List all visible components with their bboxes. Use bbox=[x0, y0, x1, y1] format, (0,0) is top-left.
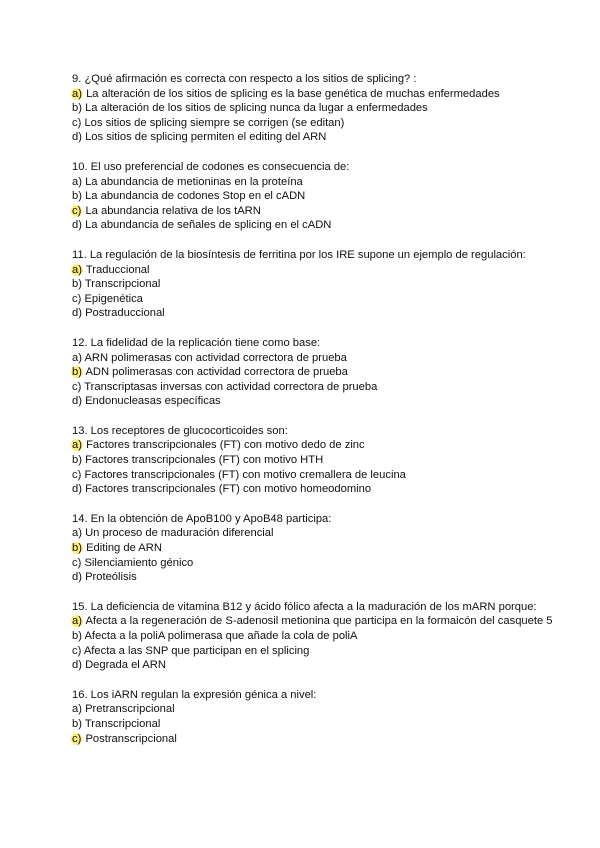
document-page bbox=[72, 72, 562, 761]
option-text: Transcripcional bbox=[84, 278, 161, 291]
option-text: Traduccional bbox=[85, 263, 150, 276]
option-letter: d) bbox=[72, 571, 82, 584]
option-text: Endonucleasas específicas bbox=[85, 395, 221, 408]
option-letter: d) bbox=[72, 659, 82, 672]
question-10 bbox=[72, 160, 562, 233]
option-d bbox=[72, 130, 562, 145]
option-letter: c) bbox=[72, 556, 82, 569]
option-text: Postranscripcional bbox=[85, 732, 177, 745]
option-letter: a) bbox=[72, 527, 82, 540]
option-text: Los sitios de splicing permiten el editing del ARN bbox=[85, 131, 327, 144]
option-b bbox=[72, 277, 562, 292]
option-text: ARN polimerasas con actividad correctora de prueba bbox=[84, 351, 347, 364]
question-14 bbox=[72, 512, 562, 585]
option-a-highlighted bbox=[72, 438, 562, 453]
option-text: Factores transcripcionales (FT) con motivo homeodomino bbox=[85, 483, 372, 496]
question-stem: 9. ¿Qué afirmación es correcta con respecto a los sitios de splicing? : bbox=[72, 73, 417, 85]
option-letter: c) bbox=[72, 380, 82, 393]
option-text: La alteración de los sitios de splicing nunca da lugar a enfermedades bbox=[85, 102, 428, 115]
option-text: Editing de ARN bbox=[86, 542, 162, 555]
option-a bbox=[72, 526, 562, 541]
option-text: Proteólisis bbox=[85, 571, 137, 584]
option-b bbox=[72, 101, 562, 116]
option-text: Los sitios de splicing siempre se corrigen (se editan) bbox=[84, 116, 345, 129]
question-stem: 10. El uso preferencial de codones es consecuencia de: bbox=[72, 160, 350, 173]
option-a bbox=[72, 351, 562, 366]
option-text: La alteración de los sitios de splicing es la base genética de muchas enfermedades bbox=[86, 87, 500, 100]
option-letter: b) bbox=[72, 366, 82, 379]
option-a bbox=[72, 175, 562, 190]
option-a bbox=[72, 702, 562, 717]
option-text: Epigenética bbox=[84, 292, 143, 305]
option-d bbox=[72, 570, 562, 585]
option-text: Un proceso de maduración diferencial bbox=[85, 527, 274, 540]
question-stem: 14. En la obtención de ApoB100 y ApoB48 participa: bbox=[72, 512, 332, 525]
option-c bbox=[72, 468, 562, 483]
option-d bbox=[72, 482, 562, 497]
option-c bbox=[72, 116, 562, 131]
option-text: La abundancia relativa de los tARN bbox=[85, 204, 261, 217]
option-d bbox=[72, 394, 562, 409]
option-c bbox=[72, 292, 562, 307]
option-letter: a) bbox=[72, 615, 82, 628]
option-text: Factores transcripcionales (FT) con motivo cremallera de leucina bbox=[84, 468, 406, 481]
option-b bbox=[72, 629, 562, 644]
option-letter: b) bbox=[72, 454, 82, 467]
option-text: Degrada el ARN bbox=[85, 659, 166, 672]
option-letter: d) bbox=[72, 395, 82, 408]
option-c bbox=[72, 380, 562, 395]
option-text: Transcriptasas inversas con actividad correctora de prueba bbox=[84, 380, 378, 393]
option-b bbox=[72, 453, 562, 468]
option-letter: b) bbox=[72, 190, 82, 203]
option-letter: a) bbox=[72, 263, 82, 276]
option-d bbox=[72, 306, 562, 321]
option-letter: a) bbox=[72, 703, 82, 716]
option-c bbox=[72, 644, 562, 659]
option-letter: c) bbox=[72, 116, 82, 129]
option-letter: b) bbox=[72, 717, 82, 730]
option-letter: d) bbox=[72, 131, 82, 144]
option-b-highlighted bbox=[72, 541, 562, 556]
question-11 bbox=[72, 248, 562, 321]
option-letter: a) bbox=[72, 439, 82, 452]
option-c bbox=[72, 556, 562, 571]
option-letter: b) bbox=[72, 278, 82, 291]
question-stem: 11. La regulación de la biosíntesis de ferritina por los IRE supone un ejemplo de regulación: bbox=[72, 248, 526, 261]
option-letter: c) bbox=[72, 644, 82, 657]
option-letter: c) bbox=[72, 292, 82, 305]
option-letter: b) bbox=[72, 542, 82, 555]
option-letter: c) bbox=[72, 204, 82, 217]
option-c-highlighted bbox=[72, 732, 562, 747]
option-letter: d) bbox=[72, 307, 82, 320]
question-9 bbox=[72, 72, 562, 145]
option-text: ADN polimerasas con actividad correctora de prueba bbox=[85, 366, 348, 379]
question-stem: 15. La deficiencia de vitamina B12 y ácido fólico afecta a la maduración de los mARN porque: bbox=[72, 600, 537, 613]
option-letter: a) bbox=[72, 175, 82, 188]
option-letter: c) bbox=[72, 732, 82, 745]
option-a-highlighted bbox=[72, 263, 562, 278]
option-text: Factores transcripcionales (FT) con motivo dedo de zinc bbox=[86, 439, 365, 452]
option-b bbox=[72, 189, 562, 204]
option-letter: c) bbox=[72, 468, 82, 481]
option-letter: a) bbox=[72, 87, 82, 100]
option-a-highlighted bbox=[72, 614, 562, 629]
question-stem: 13. Los receptores de glucocorticoides son: bbox=[72, 424, 288, 437]
option-text: Afecta a la poliA polimerasa que añade la cola de poliA bbox=[84, 630, 358, 642]
option-text: Afecta a la regeneración de S-adenosil metionina que participa en la formaicón del casquete 5 bbox=[85, 615, 553, 628]
question-stem: 16. Los iARN regulan la expresión génica a nivel: bbox=[72, 688, 317, 701]
option-letter: b) bbox=[72, 630, 82, 642]
option-text: La abundancia de metioninas en la proteína bbox=[85, 175, 303, 188]
question-13 bbox=[72, 424, 562, 497]
option-d bbox=[72, 218, 562, 233]
option-text: La abundancia de señales de splicing en el cADN bbox=[85, 219, 332, 232]
option-b-highlighted bbox=[72, 365, 562, 380]
option-letter: b) bbox=[72, 102, 82, 115]
question-stem: 12. La fidelidad de la replicación tiene como base: bbox=[72, 336, 321, 349]
option-letter: d) bbox=[72, 483, 82, 496]
option-a-highlighted bbox=[72, 87, 562, 102]
option-letter: a) bbox=[72, 351, 82, 364]
option-text: Transcripcional bbox=[84, 717, 161, 730]
question-16 bbox=[72, 688, 562, 746]
option-text: Factores transcripcionales (FT) con motivo HTH bbox=[85, 454, 324, 467]
option-text: La abundancia de codones Stop en el cADN bbox=[85, 190, 306, 203]
option-b bbox=[72, 717, 562, 732]
option-letter: d) bbox=[72, 219, 82, 232]
option-d bbox=[72, 658, 562, 673]
question-12 bbox=[72, 336, 562, 409]
option-text: Postraduccional bbox=[85, 307, 165, 320]
option-text: Silenciamiento génico bbox=[84, 556, 194, 569]
option-text: Afecta a las SNP que participan en el splicing bbox=[83, 644, 310, 657]
option-c-highlighted bbox=[72, 204, 562, 219]
question-15 bbox=[72, 600, 562, 673]
option-text: Pretranscripcional bbox=[85, 703, 175, 716]
